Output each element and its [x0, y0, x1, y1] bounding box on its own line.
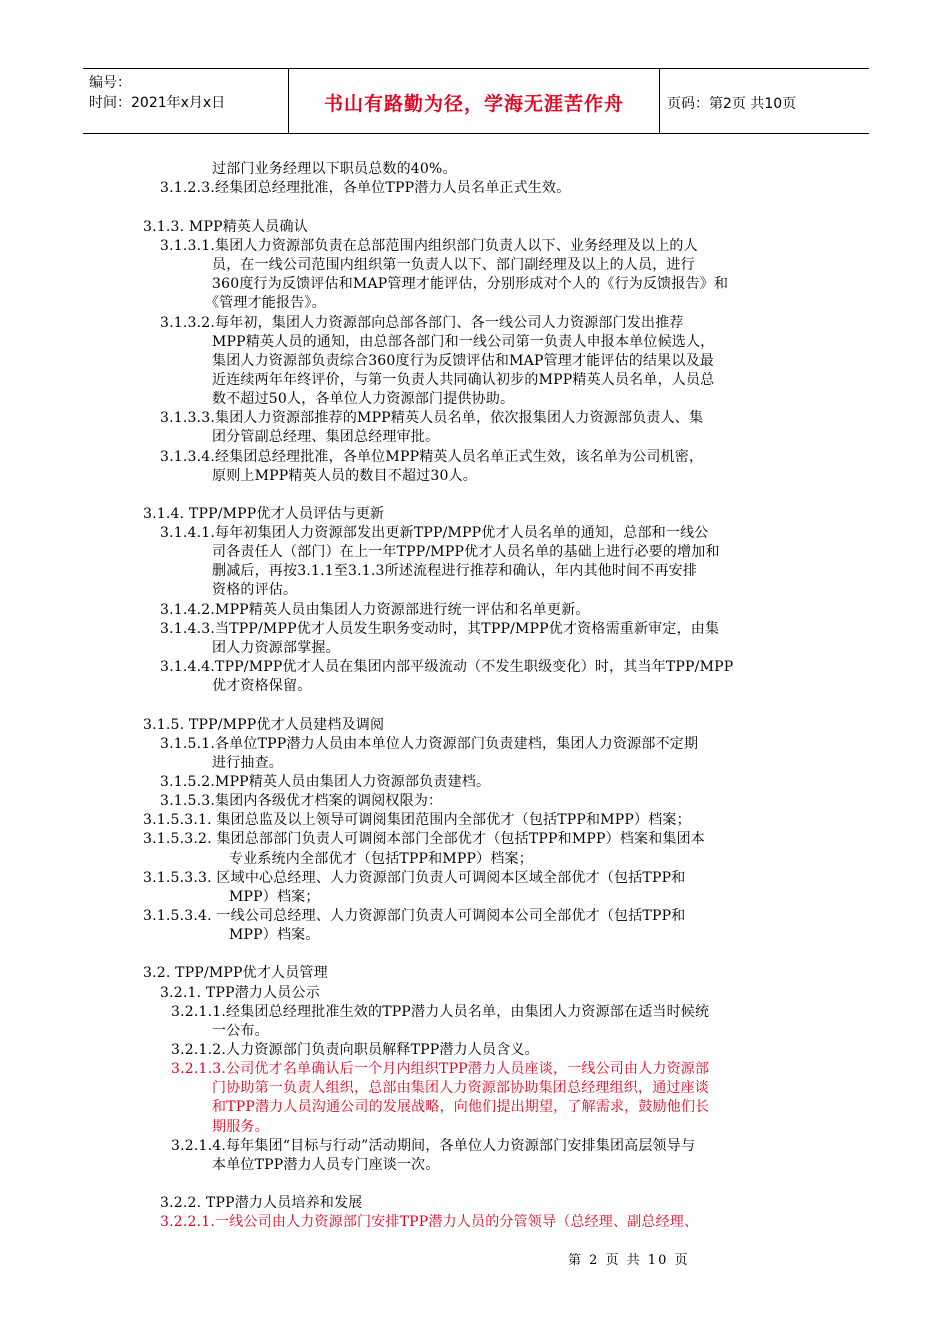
highlighted-text-line: 3.2.1.3.公司优才名单确认后一个月内组织TPP潜力人员座谈，一线公司由人力资源部 — [171, 1061, 710, 1077]
text-line: 员，在一线公司范围内组织第一负责人以下、部门副经理及以上的人员，进行 — [212, 257, 695, 273]
section-heading: 3.1.5. TPP/MPP优才人员建档及调阅 — [143, 717, 385, 733]
text-line: 3.1.4.2.MPP精英人员由集团人力资源部进行统一评估和名单更新。 — [160, 602, 590, 618]
text-line: 3.1.5.3.1. 集团总监及以上领导可调阅集团范围内全部优才（包括TPP和MPP）档案； — [143, 812, 691, 828]
text-line: 3.1.5.3.2. 集团总部部门负责人可调阅本部门全部优才（包括TPP和MPP）档案和集团本 — [143, 831, 705, 847]
header-page-info: 页码：第2页 共10页 — [667, 96, 797, 112]
text-line: 3.1.5.3.3. 区域中心总经理、人力资源部门负责人可调阅本区域全部优才（包括TPP和 — [143, 870, 686, 886]
section-heading: 3.1.3. MPP精英人员确认 — [143, 219, 308, 235]
highlighted-text-line: 和TPP潜力人员沟通公司的发展战略，向他们提出期望，了解需求，鼓励他们长 — [212, 1099, 710, 1115]
highlighted-text-line: 期服务。 — [212, 1119, 269, 1135]
text-line: 3.1.4.1.每年初集团人力资源部发出更新TPP/MPP优才人员名单的通知，总部和一线公 — [160, 525, 709, 541]
text-line: 进行抽查。 — [212, 755, 283, 771]
text-line: 近连续两年年终评价，与第一负责人共同确认初步的MPP精英人员名单，人员总 — [212, 372, 715, 388]
text-line: 3.2.1.4.每年集团“目标与行动”活动期间，各单位人力资源部门安排集团高层领导与 — [171, 1138, 696, 1154]
text-line: 专业系统内全部优才（包括TPP和MPP）档案； — [229, 851, 533, 867]
text-line: 3.1.4.3.当TPP/MPP优才人员发生职务变动时，其TPP/MPP优才资格需重新审定，由集 — [160, 621, 720, 637]
text-line: 团人力资源部掌握。 — [212, 640, 340, 656]
section-heading: 3.1.4. TPP/MPP优才人员评估与更新 — [143, 506, 385, 522]
text-line: 资格的评估。 — [212, 582, 298, 598]
text-line: 3.2.1.1.经集团总经理批准生效的TPP潜力人员名单，由集团人力资源部在适当时候统 — [171, 1004, 710, 1020]
text-line: 一公布。 — [212, 1023, 269, 1039]
text-line: 360度行为反馈评估和MAP管理才能评估，分别形成对个人的《行为反馈报告》和 — [212, 276, 729, 292]
text-line: 3.1.3.1.集团人力资源部负责在总部范围内组织部门负责人以下、业务经理及以上的人 — [160, 238, 698, 254]
header-divider — [659, 69, 660, 133]
text-line: 删减后，再按3.1.1至3.1.3所述流程进行推荐和确认，年内其他时间不再安排 — [212, 563, 698, 579]
text-line: 本单位TPP潜力人员专门座谈一次。 — [212, 1157, 440, 1173]
text-line: 3.1.4.4.TPP/MPP优才人员在集团内部平级流动（不发生职级变化）时，其当年TPP/MPP — [160, 659, 734, 675]
text-line: MPP精英人员的通知，由总部各部门和一线公司第一负责人申报本单位候选人， — [212, 334, 715, 350]
text-line: MPP）档案； — [229, 889, 320, 905]
text-line: 团分管副总经理、集团总经理审批。 — [212, 429, 440, 445]
text-line: 司各责任人（部门）在上一年TPP/MPP优才人员名单的基础上进行必要的增加和 — [212, 544, 720, 560]
document-date: 时间：2021年x月x日 — [89, 95, 226, 111]
text-line: 3.1.5.2.MPP精英人员由集团人力资源部负责建档。 — [160, 774, 491, 790]
section-heading: 3.2.1. TPP潜力人员公示 — [160, 985, 320, 1001]
text-line: MPP）档案。 — [229, 927, 320, 943]
page-footer: 第 2 页 共 10 页 — [568, 1253, 690, 1268]
header-meta — [89, 73, 274, 113]
text-line: 3.1.5.1.各单位TPP潜力人员由本单位人力资源部门负责建档，集团人力资源部不定期 — [160, 736, 699, 752]
highlighted-text-line: 3.2.2.1.一线公司由人力资源部门安排TPP潜力人员的分管领导（总经理、副总经理、 — [160, 1214, 699, 1230]
highlighted-text-line: 门协助第一负责人组织，总部由集团人力资源部协助集团总经理组织，通过座谈 — [212, 1080, 709, 1096]
text-line: 优才资格保留。 — [212, 678, 312, 694]
section-heading: 3.2.2. TPP潜力人员培养和发展 — [160, 1195, 363, 1211]
page-header — [83, 68, 869, 134]
text-line: 过部门业务经理以下职员总数的40%。 — [212, 161, 457, 177]
text-line: 原则上MPP精英人员的数目不超过30人。 — [212, 468, 477, 484]
text-line: 3.1.3.3.集团人力资源部推荐的MPP精英人员名单，依次报集团人力资源部负责人、集 — [160, 410, 704, 426]
document-number-label: 编号： — [89, 75, 131, 91]
text-line: 数不超过50人，各单位人力资源部门提供协助。 — [212, 391, 515, 407]
header-motto: 书山有路勤为径，学海无涯苦作舟 — [323, 93, 624, 115]
text-line: 3.1.3.4.经集团总经理批准，各单位MPP精英人员名单正式生效，该名单为公司机密， — [160, 449, 704, 465]
text-line: 3.2.1.2.人力资源部门负责向职员解释TPP潜力人员含义。 — [171, 1042, 539, 1058]
text-line: 3.1.3.2.每年初，集团人力资源部向总部各部门、各一线公司人力资源部门发出推荐 — [160, 315, 684, 331]
text-line: 3.1.5.3.集团内各级优才档案的调阅权限为： — [160, 793, 443, 809]
text-line: 3.1.5.3.4. 一线公司总经理、人力资源部门负责人可调阅本公司全部优才（包括TPP和 — [143, 908, 686, 924]
text-line: 3.1.2.3.经集团总经理批准，各单位TPP潜力人员名单正式生效。 — [160, 180, 571, 196]
text-line: 《管理才能报告》。 — [205, 295, 326, 311]
text-line: 集团人力资源部负责综合360度行为反馈评估和MAP管理才能评估的结果以及最 — [212, 353, 714, 369]
section-heading: 3.2. TPP/MPP优才人员管理 — [143, 965, 328, 981]
